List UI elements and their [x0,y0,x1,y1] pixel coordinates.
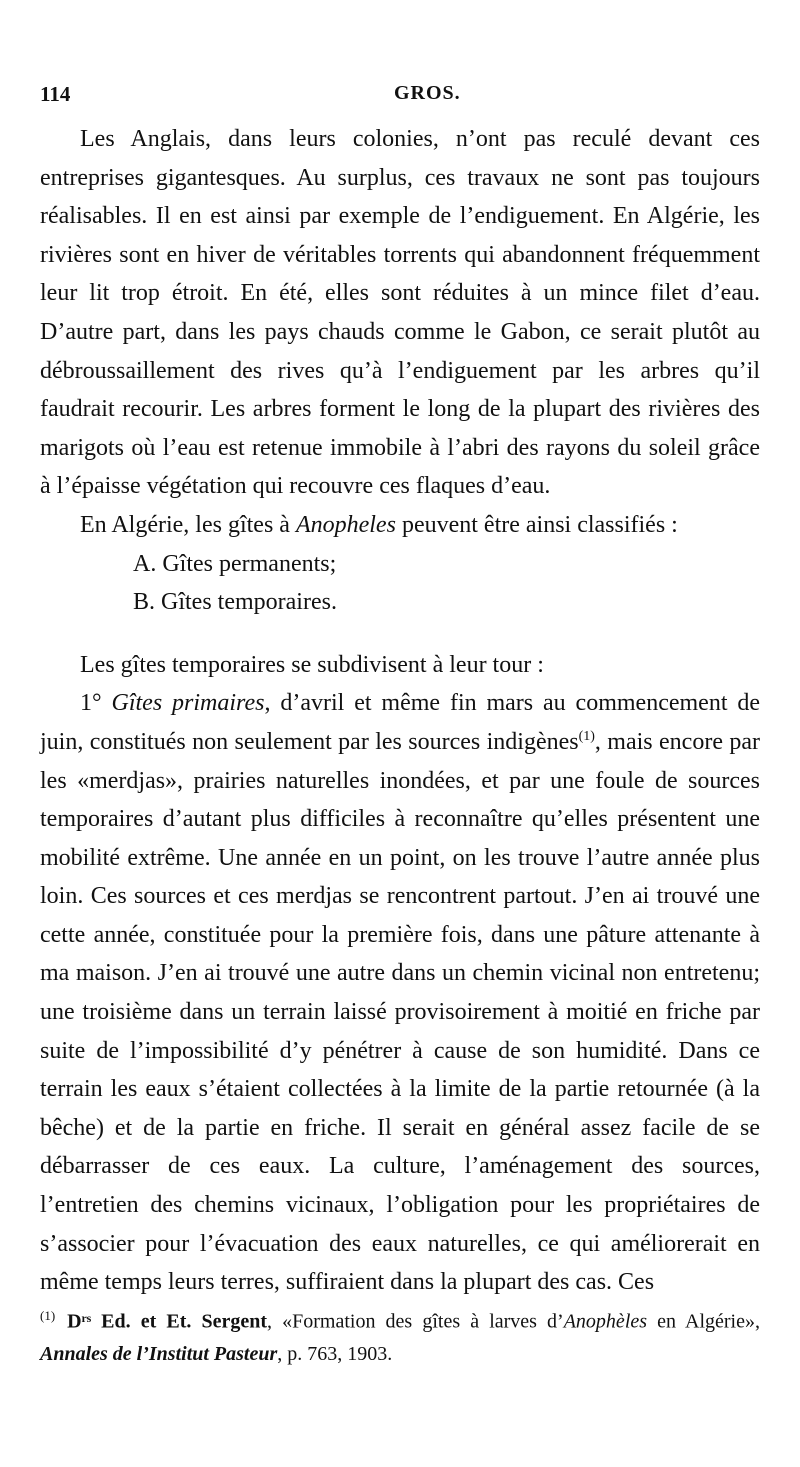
footnote-title-italic: Anophèles [563,1310,648,1333]
list-item-a: A. Gîtes permanents; [133,550,337,577]
footnote-authors: Dʳˢ Ed. et Et. Sergent [67,1310,268,1333]
footnote-title-b: en Algérie», [647,1310,760,1333]
running-head: GROS. [394,82,461,104]
page-header [40,82,760,112]
footnote [40,1300,760,1370]
paragraph-4-text-a: , d’avril et même fin mars au commencement de juin, constitués non seulement par les sources indigènes [40,690,761,755]
list-item-b: B. Gîtes temporaires. [133,589,337,616]
body-text [40,120,760,1302]
page-number: 114 [40,82,71,106]
paragraph-4-number: 1° [80,690,102,717]
paragraph-2-text-b: peuvent être ainsi classifiés : [395,511,678,538]
footnote-journal: Annales de l’Institut Pasteur [40,1342,278,1365]
footnote-title-a: , «Formation des gîtes à larves d’ [267,1310,564,1333]
footnote-reference[interactable]: (1) [578,728,595,744]
paragraph-4-italic: Gîtes primaires [111,690,265,717]
paragraph-4 [40,684,760,1302]
footnote-ref: , p. 763, 1903. [277,1342,393,1365]
paragraph-2 [40,506,760,545]
paragraph-2-italic: Anopheles [295,511,396,538]
footnote-marker: (1) [40,1308,56,1323]
paragraph-2-text-a: En Algérie, les gîtes à [80,511,296,538]
paragraph-1: Les Anglais, dans leurs colonies, n’ont pas reculé devant ces entreprises gigantesques. Au surplus, ces travaux ne sont pas toujours réalisables. Il en est ainsi par exemple de l’endiguement. En Algérie, les rivières sont en hiver de véritables torrents qui abandonnent fréquemment leur lit trop étroit. En été, elles sont réduites à un mince filet d’eau. D’autre part, dans les pays chauds comme le Gabon, ce serait plutôt au débroussaillement des rives qu’à l’endiguement par les arbres qu’il faudrait recourir. Les arbres forment le long de la plupart des rivières des marigots où l’eau est retenue immobile à l’abri des rayons du soleil grâce à l’épaisse végétation qui recouvre ces flaques d’eau. [40,126,760,500]
paragraph-3: Les gîtes temporaires se subdivisent à leur tour : [80,651,544,678]
paragraph-4-text-b: , mais encore par les «merdjas», prairies naturelles inondées, et par une foule de sources temporaires d’autant plus difficiles à reconnaître qu’elles présentent une mobilité extrême. Une année en un point, on les trouve l’autre année plus loin. Ces sources et ces merdjas se rencontrent partout. J’en ai trouvé une cette année, constituée pour la première fois, dans une pâture attenante à ma maison. J’en ai trouvé une autre dans un chemin vicinal non entretenu; une troisième dans un terrain laissé provisoirement à moitié en friche par suite de l’impossibilité d’y pénétrer à cause de son humidité. Dans ce terrain les eaux s’étaient collectées à la limite de la partie retournée (à la bêche) et de la partie en friche. Il serait en général assez facile de se débarrasser de ces eaux. La culture, l’aménagement des sources, l’entretien des chemins vicinaux, l’obligation pour les propriétaires de s’associer pour l’évacuation des eaux naturelles, ce qui améliorerait en même temps leurs terres, suffiraient dans la plupart des cas. Ces [40,728,761,1296]
spacer [40,622,760,646]
